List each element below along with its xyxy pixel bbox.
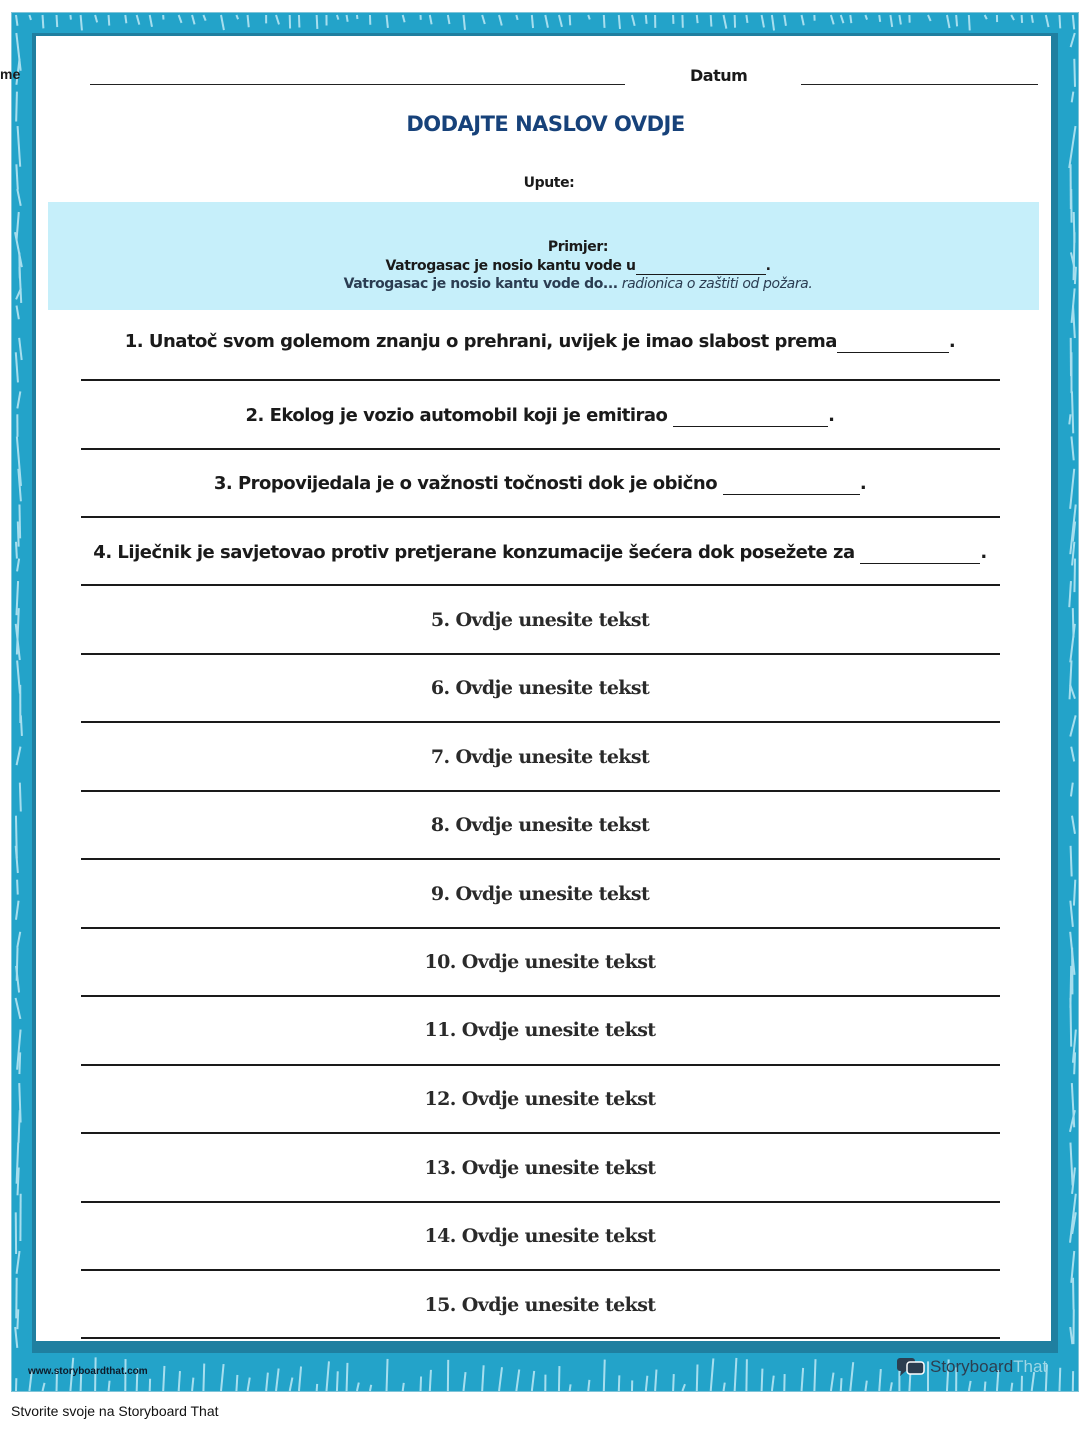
frame-stripe (448, 15, 450, 24)
frame-stripe (16, 352, 18, 382)
frame-stripe (1072, 391, 1073, 433)
frame-stripe (179, 15, 182, 23)
date-label: Datum (690, 66, 748, 85)
frame-stripe (95, 15, 97, 22)
frame-stripe (403, 15, 405, 22)
question-text: 4. Liječnik je savjetovao protiv pretjerane konzumacije šećera dok posežete za (93, 542, 861, 563)
frame-stripe (81, 15, 82, 30)
frame-stripe (421, 1376, 422, 1391)
frame-stripe (772, 1376, 774, 1391)
question-10[interactable] (40, 951, 1040, 973)
frame-stripe (1011, 15, 1014, 20)
frame-stripe (16, 542, 17, 559)
frame-stripe (17, 1251, 20, 1274)
question-9[interactable] (40, 883, 1040, 905)
frame-stripe (588, 1380, 589, 1391)
example-blank (636, 258, 766, 275)
frame-stripe (802, 1368, 804, 1391)
frame-stripe (646, 15, 647, 24)
example-title: Primjer: (547, 239, 609, 255)
question-11[interactable] (40, 1019, 1040, 1041)
example-box (48, 202, 1039, 310)
frame-stripe (632, 15, 635, 26)
question-3 (40, 473, 1040, 495)
fill-in-blank[interactable] (860, 542, 980, 564)
question-text: 14. Ovdje unesite tekst (424, 1225, 656, 1247)
frame-stripe (711, 15, 712, 27)
frame-stripe (899, 15, 900, 25)
frame-stripe (1071, 437, 1073, 461)
frame-stripe (482, 15, 485, 24)
frame-stripe (850, 1362, 853, 1391)
frame-stripe (604, 1360, 605, 1391)
frame-stripe (326, 1361, 328, 1391)
frame-stripe (1070, 901, 1073, 927)
fill-in-blank[interactable] (673, 405, 828, 427)
frame-stripe (1071, 783, 1073, 797)
question-text: 11. Ovdje unesite tekst (424, 1019, 656, 1041)
frame-stripe (21, 715, 22, 736)
question-text: 13. Ovdje unesite tekst (424, 1157, 656, 1179)
frame-stripe (1011, 1383, 1012, 1391)
frame-stripe (850, 15, 851, 23)
question-text: 1. Unatoč svom golemom znanju o prehrani, uvijek je imao slabost prema (124, 331, 837, 352)
frame-stripe (179, 1371, 180, 1391)
example-answer (48, 276, 1091, 292)
frame-stripe (1059, 1368, 1060, 1391)
frame-stripe (370, 1385, 371, 1391)
frame-stripe (619, 1375, 620, 1391)
question-text: 9. Ovdje unesite tekst (430, 883, 650, 905)
frame-stripe (57, 15, 58, 27)
frame-stripe (20, 783, 21, 812)
storyboardthat-logo[interactable] (896, 1355, 1047, 1379)
frame-stripe (403, 1383, 404, 1391)
frame-stripe (430, 1370, 431, 1391)
question-4 (40, 542, 1040, 564)
frame-stripe (841, 1378, 842, 1391)
question-1 (40, 331, 1040, 353)
frame-stripe (236, 1375, 237, 1391)
example-prompt (48, 258, 1091, 275)
frame-stripe (1070, 1143, 1072, 1186)
frame-stripe (772, 15, 774, 31)
frame-stripe (499, 1367, 502, 1391)
frame-stripe (532, 1371, 534, 1391)
frame-stripe (482, 1365, 483, 1391)
question-end-punctuation: . (980, 542, 987, 563)
frame-stripe (18, 1167, 19, 1195)
question-text: 10. Ovdje unesite tekst (424, 951, 656, 973)
answer-line[interactable] (81, 1064, 1000, 1066)
frame-stripe (203, 15, 205, 21)
frame-stripe (646, 1376, 648, 1391)
answer-line[interactable] (81, 379, 1000, 381)
frame-stripe (137, 15, 140, 25)
frame-stripe (762, 15, 764, 27)
question-12[interactable] (40, 1088, 1040, 1110)
frame-stripe (17, 391, 20, 408)
answer-line[interactable] (81, 790, 1000, 792)
question-text: 7. Ovdje unesite tekst (430, 746, 650, 768)
instructions-label: Upute: (523, 175, 575, 191)
frame-stripe (969, 15, 970, 30)
frame-stripe (337, 1371, 338, 1391)
question-5[interactable] (40, 609, 1040, 631)
frame-stripe (1070, 715, 1075, 736)
frame-stripe (290, 1378, 293, 1391)
frame-stripe (831, 15, 834, 24)
question-end-punctuation: . (828, 405, 835, 426)
frame-stripe (619, 15, 620, 29)
frame-stripe (570, 15, 571, 25)
fill-in-blank[interactable] (837, 331, 949, 353)
question-end-punctuation: . (948, 331, 956, 352)
date-input-line[interactable] (801, 84, 1038, 85)
frame-stripe (697, 15, 698, 23)
frame-stripe (19, 505, 20, 539)
example-prompt-end: . (765, 258, 771, 274)
frame-stripe (15, 1327, 17, 1348)
answer-line[interactable] (81, 1269, 1000, 1271)
frame-stripe (1046, 15, 1049, 27)
frame-stripe (841, 15, 844, 23)
frame-stripe (70, 15, 71, 20)
frame-stripe (337, 15, 338, 20)
frame-stripe (317, 15, 318, 29)
frame-stripe (192, 1378, 193, 1391)
frame-stripe (19, 338, 22, 360)
frame-stripe (1074, 59, 1075, 87)
answer-line[interactable] (81, 721, 1000, 723)
frame-stripe (203, 1364, 204, 1391)
frame-stripe (814, 1359, 815, 1391)
frame-stripe (570, 1384, 571, 1391)
frame-stripe (266, 1373, 268, 1391)
answer-line[interactable] (81, 448, 1000, 450)
name-label: me (0, 66, 21, 82)
frame-stripe (150, 15, 152, 27)
frame-stripe (682, 1384, 685, 1391)
frame-stripe (890, 15, 892, 27)
frame-stripe (387, 1359, 388, 1391)
frame-stripe (1069, 581, 1071, 607)
frame-stripe (221, 15, 224, 30)
frame-stripe (109, 15, 110, 26)
frame-stripe (865, 1381, 866, 1391)
frame-stripe (673, 1374, 674, 1391)
question-7[interactable] (40, 746, 1040, 768)
answer-line[interactable] (81, 516, 1000, 518)
frame-stripe (17, 306, 19, 320)
footer-url[interactable]: www.storyboardthat.com (28, 1366, 148, 1377)
question-text: 12. Ovdje unesite tekst (424, 1088, 656, 1110)
question-8[interactable] (40, 814, 1040, 836)
frame-stripe (387, 15, 388, 28)
frame-stripe (1073, 306, 1075, 339)
frame-stripe (17, 212, 19, 240)
bottom-caption[interactable]: Stvorite svoje na Storyboard That (11, 1403, 219, 1419)
frame-stripe (865, 15, 867, 20)
frame-stripe (16, 15, 17, 26)
question-text: 8. Ovdje unesite tekst (430, 814, 650, 836)
frame-stripe (1071, 747, 1074, 762)
worksheet-title: DODAJTE NASLOV OVDJE (406, 112, 685, 136)
question-text: 6. Ovdje unesite tekst (430, 677, 650, 699)
question-text: 15. Ovdje unesite tekst (424, 1294, 656, 1316)
frame-stripe (711, 1358, 714, 1391)
frame-stripe (236, 15, 238, 19)
answer-line[interactable] (81, 653, 1000, 655)
frame-stripe (43, 1383, 45, 1391)
frame-stripe (125, 15, 126, 23)
frame-stripe (1069, 414, 1070, 424)
frame-stripe (545, 15, 548, 28)
frame-stripe (109, 1381, 110, 1391)
frame-stripe (559, 15, 562, 27)
frame-stripe (276, 1369, 279, 1391)
answer-line[interactable] (81, 858, 1000, 860)
frame-stripe (16, 998, 21, 1019)
frame-stripe (1070, 469, 1074, 509)
frame-stripe (1070, 998, 1071, 1047)
question-text: 2. Ekolog je vozio automobil koji je emitirao (245, 405, 674, 426)
logo-text-dark: Storyboard (930, 1357, 1014, 1376)
frame-stripe (879, 1369, 881, 1391)
frame-stripe (17, 559, 19, 572)
frame-stripe (347, 1363, 348, 1391)
frame-stripe (1070, 1327, 1072, 1344)
logo-text-light: That (1013, 1357, 1048, 1376)
frame-stripe (588, 15, 590, 19)
frame-stripe (890, 1382, 891, 1391)
frame-stripe (746, 15, 747, 23)
frame-stripe (276, 15, 279, 24)
frame-stripe (299, 1367, 301, 1391)
frame-stripe (1074, 1052, 1075, 1074)
frame-stripe (463, 15, 464, 30)
frame-stripe (18, 522, 19, 547)
frame-stripe (16, 901, 19, 920)
frame-stripe (15, 232, 22, 267)
question-end-punctuation: . (859, 473, 867, 494)
frame-stripe (1074, 559, 1075, 593)
name-input-line[interactable] (90, 84, 625, 85)
frame-stripe (516, 1369, 519, 1391)
frame-stripe (516, 15, 517, 20)
example-prompt-text: Vatrogasac je nosio kantu vode u (385, 258, 636, 274)
frame-stripe (1072, 92, 1074, 103)
frame-stripe (463, 1372, 465, 1391)
frame-stripe (221, 1364, 224, 1391)
question-14[interactable] (40, 1225, 1040, 1247)
frame-stripe (43, 15, 44, 28)
answer-line[interactable] (81, 995, 1000, 997)
speech-bubbles-icon (896, 1356, 926, 1378)
fill-in-blank[interactable] (723, 473, 860, 495)
frame-stripe (928, 15, 931, 21)
frame-stripe (1032, 15, 1033, 23)
frame-stripe (1073, 1278, 1074, 1310)
frame-stripe (985, 1382, 986, 1391)
logo-text (930, 1357, 1047, 1377)
frame-stripe (17, 747, 21, 765)
frame-stripe (1074, 880, 1075, 906)
frame-stripe (784, 15, 786, 26)
frame-stripe (1072, 816, 1075, 834)
frame-stripe (19, 1110, 20, 1143)
answer-line[interactable] (81, 584, 1000, 586)
frame-stripe (724, 1383, 725, 1391)
frame-stripe (1059, 15, 1060, 28)
frame-stripe (532, 15, 533, 28)
frame-stripe (1071, 33, 1075, 47)
answer-line[interactable] (81, 1201, 1000, 1203)
answer-line[interactable] (81, 927, 1000, 929)
example-answer-prefix: Vatrogasac je nosio kantu vode do... (343, 276, 618, 292)
frame-stripe (192, 15, 195, 24)
frame-stripe (163, 1366, 164, 1391)
question-text: 5. Ovdje unesite tekst (430, 609, 650, 631)
frame-stripe (1070, 661, 1072, 700)
frame-stripe (604, 15, 605, 28)
frame-stripe (1073, 15, 1074, 29)
frame-stripe (347, 15, 348, 22)
frame-stripe (29, 15, 31, 20)
question-text: 3. Propovijedala je o važnosti točnosti dok je obično (213, 473, 723, 494)
example-answer-italic: radionica o zaštiti od požara. (617, 276, 813, 292)
frame-stripe (1071, 846, 1072, 877)
frame-stripe (697, 1364, 698, 1391)
question-6[interactable] (40, 677, 1040, 699)
frame-stripe (762, 1369, 763, 1391)
frame-stripe (735, 1358, 737, 1391)
frame-stripe (969, 1381, 971, 1391)
frame-stripe (499, 15, 502, 26)
frame-stripe (17, 932, 20, 948)
frame-stripe (17, 189, 20, 206)
frame-stripe (985, 15, 987, 19)
frame-stripe (947, 15, 950, 28)
frame-stripe (724, 15, 727, 29)
question-2 (40, 405, 1040, 427)
frame-stripe (19, 1052, 20, 1074)
frame-stripe (248, 1378, 250, 1391)
frame-stripe (655, 1370, 656, 1391)
frame-stripe (956, 15, 957, 26)
answer-line[interactable] (81, 1337, 1000, 1339)
frame-stripe (19, 267, 21, 303)
frame-stripe (317, 1384, 318, 1391)
frame-stripe (831, 1373, 834, 1391)
frame-stripe (357, 1383, 359, 1391)
frame-stripe (17, 1309, 18, 1329)
frame-stripe (802, 15, 804, 25)
frame-stripe (879, 15, 880, 22)
frame-stripe (430, 15, 432, 24)
frame-stripe (248, 15, 249, 27)
answer-line[interactable] (81, 1132, 1000, 1134)
question-15[interactable] (40, 1294, 1040, 1316)
question-13[interactable] (40, 1157, 1040, 1179)
frame-stripe (17, 880, 18, 895)
